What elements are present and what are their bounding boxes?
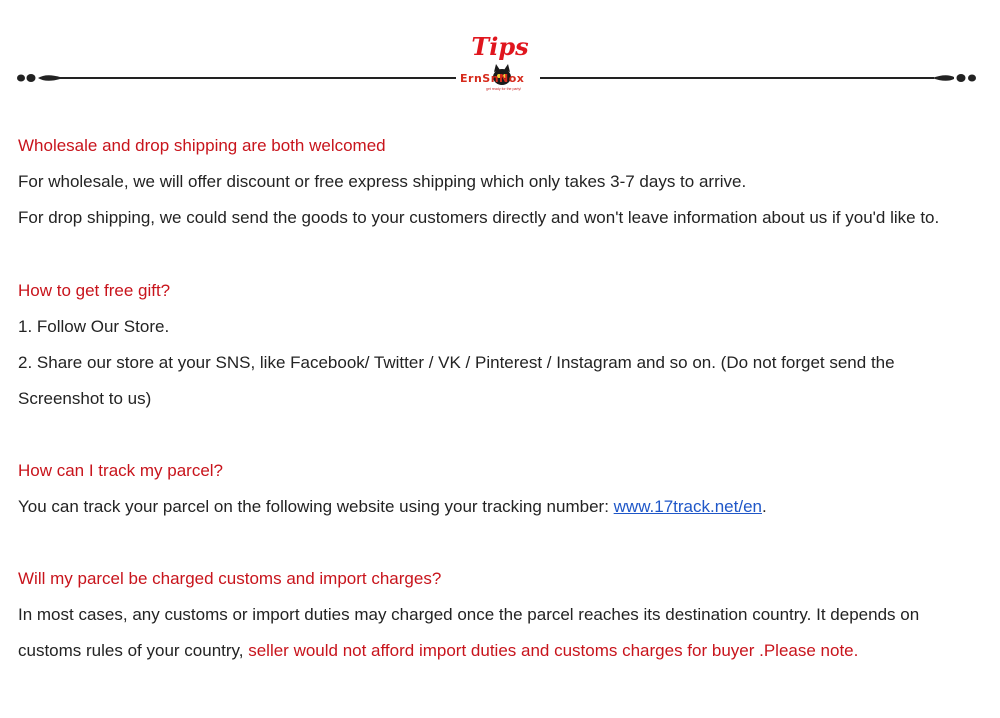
faq-question: Will my parcel be charged customs and import charges? (18, 569, 442, 588)
customs-text: In most cases, any customs or import duties may charged once the parcel reaches its destination country. It depends on customs rules of your country, (18, 605, 920, 660)
ornament-dots-left-icon (16, 72, 62, 84)
faq-question: How to get free gift? (18, 281, 171, 300)
divider-left (58, 77, 456, 79)
faq-section-wholesale (18, 128, 984, 236)
faq-answer-line: For drop shipping, we could send the goods to your customers directly and won't leave information about us if you'd like to. (18, 208, 940, 227)
tracking-text: You can track your parcel on the following website using your tracking number: (18, 497, 614, 516)
faq-answer-line: 1. Follow Our Store. (18, 317, 170, 336)
faq-answer-line (18, 489, 984, 525)
faq-question: Wholesale and drop shipping are both welcomed (18, 136, 386, 155)
divider-right (540, 77, 934, 79)
faq-section-tracking (18, 453, 984, 525)
ornament-dots-right-icon (930, 72, 980, 84)
customs-note: seller would not afford import duties and customs charges for buyer .Please note. (248, 641, 859, 660)
faq-answer-line: For wholesale, we will offer discount or free express shipping which only takes 3-7 days to arrive. (18, 172, 747, 191)
faq-section-free-gift (18, 273, 984, 417)
tips-header (0, 0, 1000, 110)
section-spacer (18, 236, 984, 273)
logo-wordmark: ErnSnNox (460, 72, 525, 85)
faq-question: How can I track my parcel? (18, 461, 224, 480)
faq-answer-line: 2. Share our store at your SNS, like Facebook/ Twitter / VK / Pinterest / Instagram and so on. (Do not forget send the Screenshot to us) (18, 353, 895, 408)
section-spacer (18, 525, 984, 561)
tips-title: Tips (471, 32, 529, 61)
brand-logo (456, 62, 540, 96)
faq-content (18, 128, 984, 669)
section-spacer (18, 417, 984, 453)
tracking-link[interactable]: www.17track.net/en (613, 497, 762, 516)
faq-answer-line (18, 597, 984, 669)
logo-tagline: get ready for the party! (486, 87, 522, 91)
faq-section-customs (18, 561, 984, 669)
tracking-period: . (762, 497, 767, 516)
